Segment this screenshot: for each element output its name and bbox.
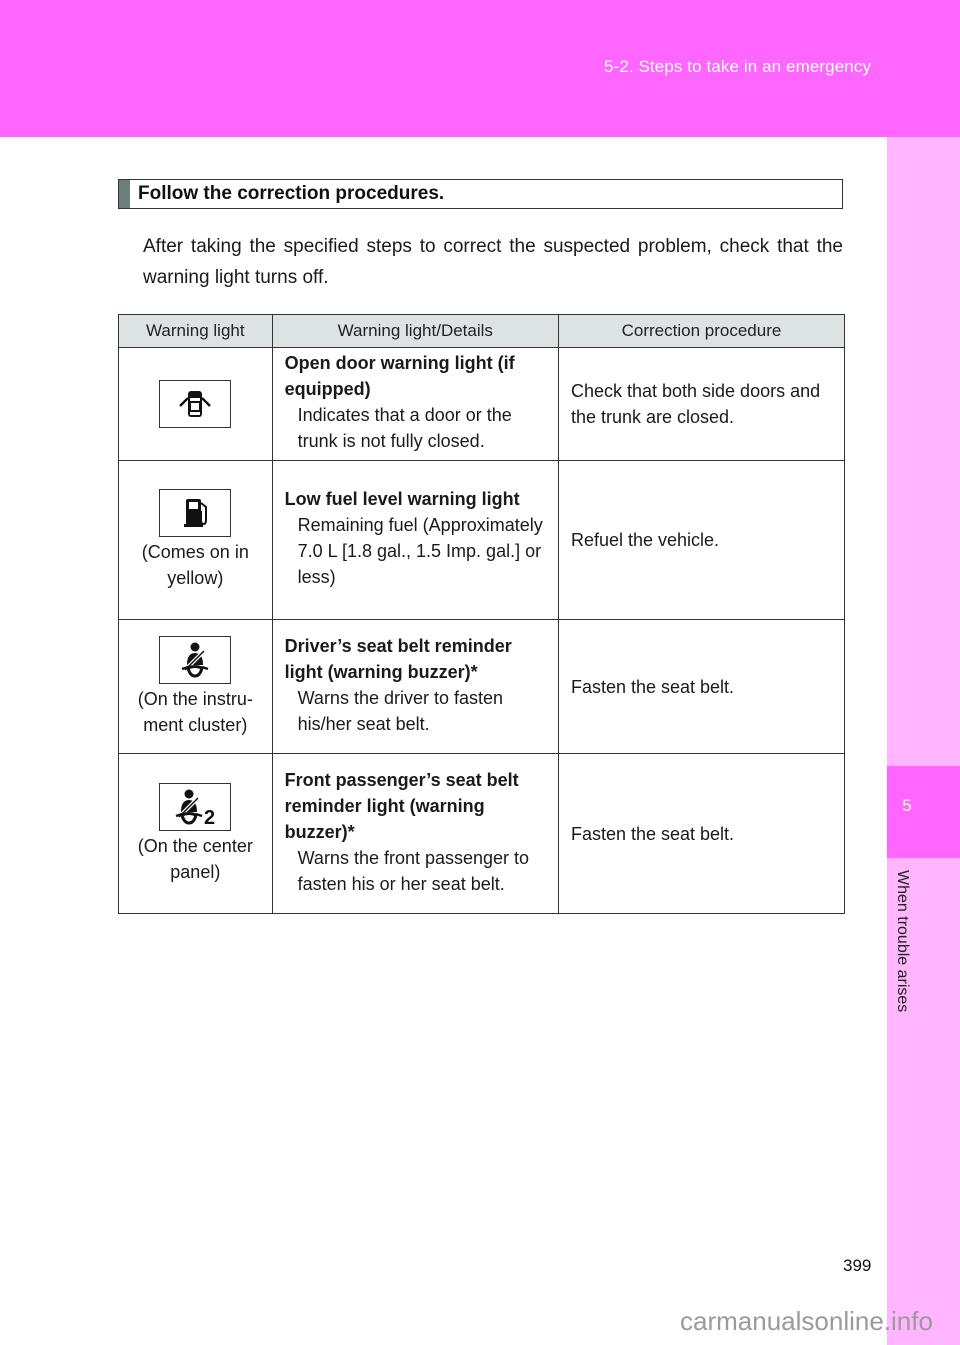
heading-accent-bar <box>119 180 130 208</box>
column-header-procedure: Correction procedure <box>558 315 844 348</box>
light-title: Open door warning light (if equipped) <box>284 353 515 399</box>
section-breadcrumb: 5-2. Steps to take in an emergency <box>604 57 872 76</box>
open-door-icon <box>159 380 231 428</box>
light-title: Driver’s seat belt reminder light (warning buzzer)* <box>284 635 512 682</box>
chapter-side-tab <box>887 137 960 1345</box>
details-cell <box>272 754 558 914</box>
table-row <box>119 620 845 754</box>
warning-light-cell <box>119 620 273 754</box>
details-cell <box>272 620 558 754</box>
chapter-number: 5 <box>902 796 912 815</box>
details-cell <box>272 348 558 461</box>
svg-text:2: 2 <box>204 806 216 826</box>
column-header-details: Warning light/Details <box>272 315 558 348</box>
section-heading <box>118 179 843 209</box>
correction-procedure: Fasten the seat belt. <box>570 823 735 844</box>
passenger-seatbelt-icon <box>159 783 231 831</box>
details-cell <box>272 461 558 620</box>
intro-paragraph: After taking the specified steps to correct the suspected problem, check that the warning light turns off. <box>143 236 843 288</box>
procedure-cell <box>558 461 844 620</box>
light-title: Low fuel level warning light <box>284 489 520 509</box>
table-header-row <box>119 315 845 348</box>
light-description: Warns the front passenger to fasten his or her seat belt. <box>297 847 530 894</box>
table-row <box>119 754 845 914</box>
icon-note: (On the center panel) <box>137 835 253 882</box>
section-heading-text: Follow the correction procedures. <box>138 183 445 204</box>
correction-procedure: Refuel the vehicle. <box>570 530 720 550</box>
icon-note: (On the instru-ment cluster) <box>137 688 253 735</box>
fuel-pump-icon <box>159 489 231 537</box>
warning-light-cell <box>119 754 273 914</box>
light-description: Remaining fuel (Approximately 7.0 L [1.8 gal., 1.5 Imp. gal.] or less) <box>297 515 543 587</box>
table-row <box>119 461 845 620</box>
warning-light-table <box>118 314 845 914</box>
procedure-cell <box>558 754 844 914</box>
page-number: 399 <box>843 1256 872 1275</box>
warning-light-cell <box>119 461 273 620</box>
correction-procedure: Fasten the seat belt. <box>570 676 735 697</box>
light-title: Front passenger’s seat belt reminder light (warning buzzer)* <box>284 769 519 842</box>
warning-light-cell <box>119 348 273 461</box>
chapter-label: When trouble arises <box>894 870 911 1013</box>
correction-procedure: Check that both side doors and the trunk are closed. <box>570 381 821 427</box>
light-description: Indicates that a door or the trunk is not fully closed. <box>297 405 512 451</box>
table-row <box>119 348 845 461</box>
procedure-cell <box>558 620 844 754</box>
watermark: carmanualsonline.info <box>680 1306 933 1336</box>
light-description: Warns the driver to fasten his/her seat belt. <box>297 687 504 734</box>
procedure-cell <box>558 348 844 461</box>
icon-note: (Comes on in yellow) <box>141 542 249 588</box>
column-header-warning-light: Warning light <box>119 315 273 348</box>
seatbelt-icon <box>159 636 231 684</box>
